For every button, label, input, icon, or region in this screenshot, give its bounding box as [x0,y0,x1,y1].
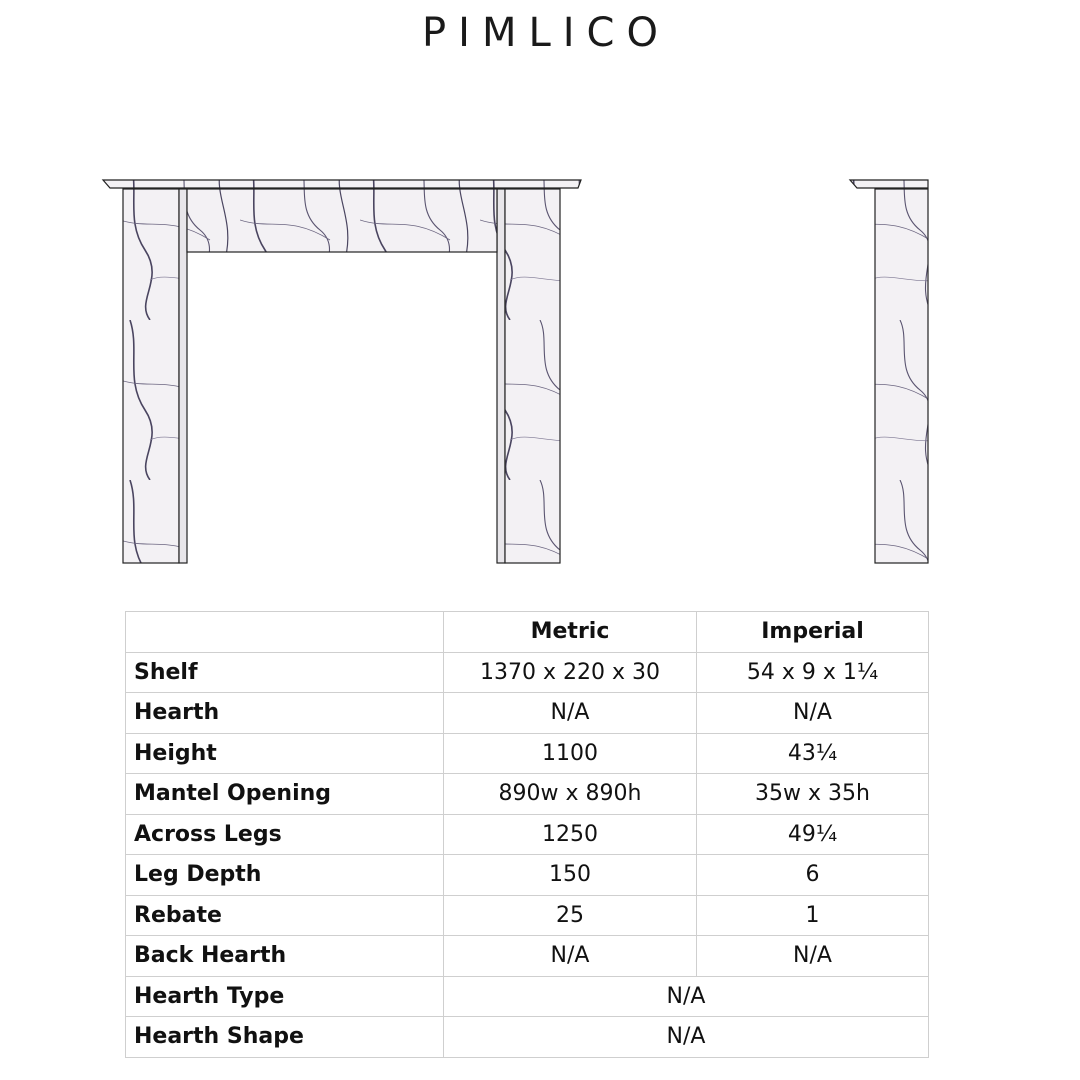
imperial-value: 6 [697,855,929,896]
side-elevation [850,180,928,563]
metric-value: 150 [444,855,697,896]
imperial-value: 49¼ [697,814,929,855]
row-label: Shelf [126,652,444,693]
imperial-header: Imperial [697,612,929,653]
row-label: Across Legs [126,814,444,855]
front-elevation [103,180,581,563]
metric-value: 1100 [444,733,697,774]
metric-value: N/A [444,693,697,734]
product-title: PIMLICO [422,10,670,56]
right-leg [505,189,560,563]
table-row [126,976,929,1017]
imperial-value: N/A [697,693,929,734]
table-row [126,774,929,815]
row-label: Leg Depth [126,855,444,896]
left-rebate [179,189,187,563]
table-row [126,895,929,936]
metric-header: Metric [444,612,697,653]
table-row [126,652,929,693]
row-label: Hearth [126,693,444,734]
metric-value: N/A [444,936,697,977]
front-shelf [103,180,581,188]
side-shelf [850,180,928,188]
table-row [126,814,929,855]
imperial-value: 54 x 9 x 1¼ [697,652,929,693]
imperial-value: 35w x 35h [697,774,929,815]
metric-value: 890w x 890h [444,774,697,815]
right-rebate [497,189,505,563]
row-label: Rebate [126,895,444,936]
imperial-value: 1 [697,895,929,936]
left-leg [123,189,179,563]
row-label: Back Hearth [126,936,444,977]
side-leg [875,189,928,563]
table-row [126,733,929,774]
combined-value: N/A [444,1017,929,1058]
table-header-row [126,612,929,653]
row-label: Mantel Opening [126,774,444,815]
imperial-value: 43¼ [697,733,929,774]
row-label: Hearth Type [126,976,444,1017]
metric-value: 25 [444,895,697,936]
table-row [126,936,929,977]
metric-value: 1370 x 220 x 30 [444,652,697,693]
table-row [126,693,929,734]
table-row [126,1017,929,1058]
combined-value: N/A [444,976,929,1017]
imperial-value: N/A [697,936,929,977]
row-label: Height [126,733,444,774]
frieze [187,189,497,252]
table-header-empty [126,612,444,653]
metric-value: 1250 [444,814,697,855]
table-row [126,855,929,896]
specifications-table [125,611,929,1058]
row-label: Hearth Shape [126,1017,444,1058]
